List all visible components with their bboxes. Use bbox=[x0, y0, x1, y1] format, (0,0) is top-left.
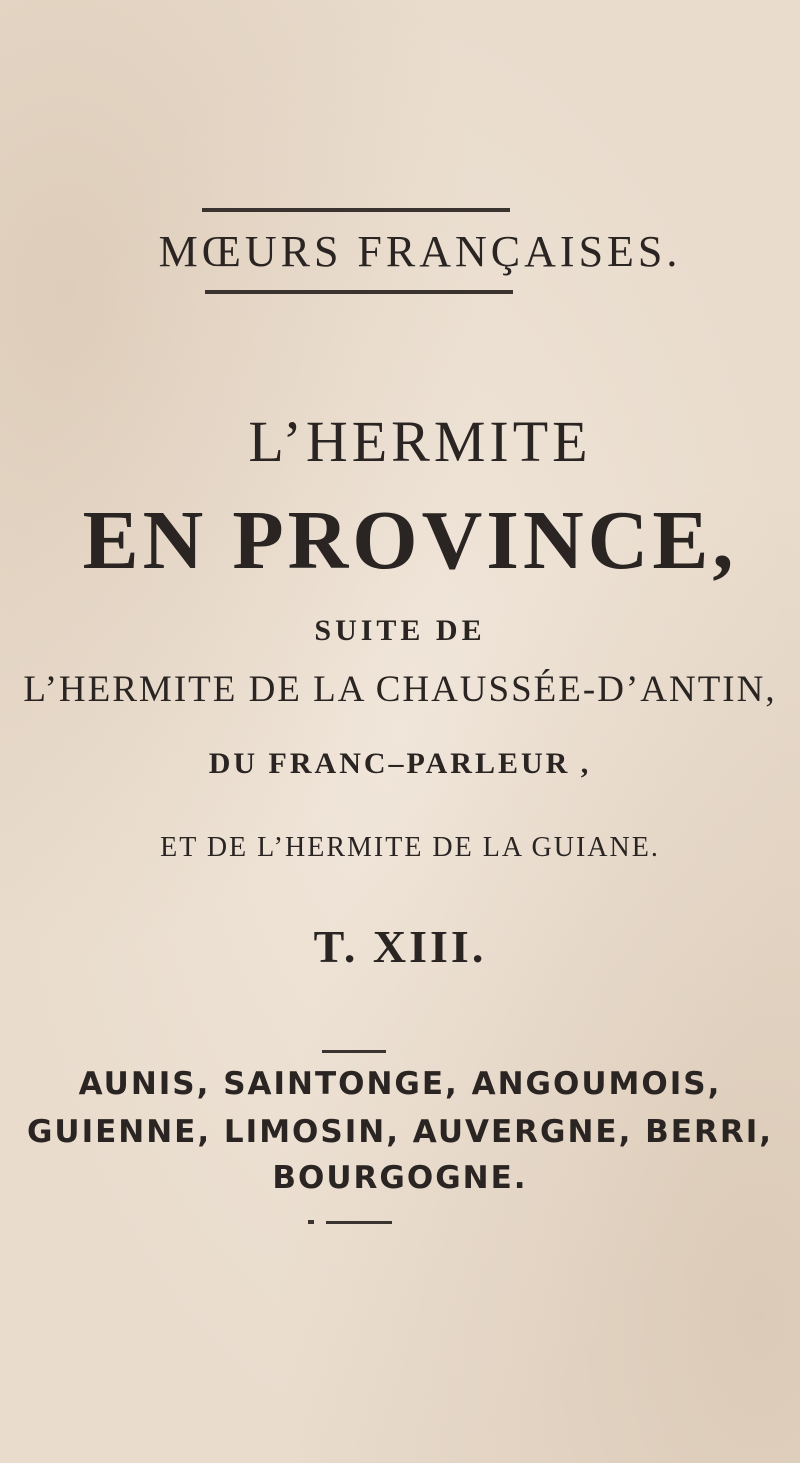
region-line-2: GUIENNE, LIMOSIN, AUVERGNE, BERRI, bbox=[26, 1114, 774, 1150]
series-title: MŒURS FRANÇAISES. bbox=[158, 227, 682, 276]
bottom-ornament-dot bbox=[308, 1220, 314, 1224]
volume-divider-rule bbox=[322, 1050, 386, 1053]
region-line-3: BOURGOGNE. bbox=[272, 1160, 528, 1196]
subtitle-line-2: DU FRANC–PARLEUR , bbox=[208, 747, 592, 780]
subtitle-intro: SUITE DE bbox=[314, 614, 486, 647]
subtitle-line-1: L’HERMITE DE LA CHAUSSÉE-D’ANTIN, bbox=[23, 669, 777, 710]
bottom-ornament-rule bbox=[326, 1221, 392, 1224]
subtitle-line-3: ET DE L’HERMITE DE LA GUIANE. bbox=[160, 832, 660, 863]
region-line-1: AUNIS, SAINTONGE, ANGOUMOIS, bbox=[78, 1066, 722, 1102]
series-underline-rule bbox=[205, 290, 513, 294]
volume-number: T. XIII. bbox=[313, 921, 487, 972]
top-rule bbox=[202, 208, 510, 212]
main-title-line-1: L’HERMITE bbox=[248, 409, 592, 474]
main-title-line-2: EN PROVINCE, bbox=[82, 494, 738, 587]
